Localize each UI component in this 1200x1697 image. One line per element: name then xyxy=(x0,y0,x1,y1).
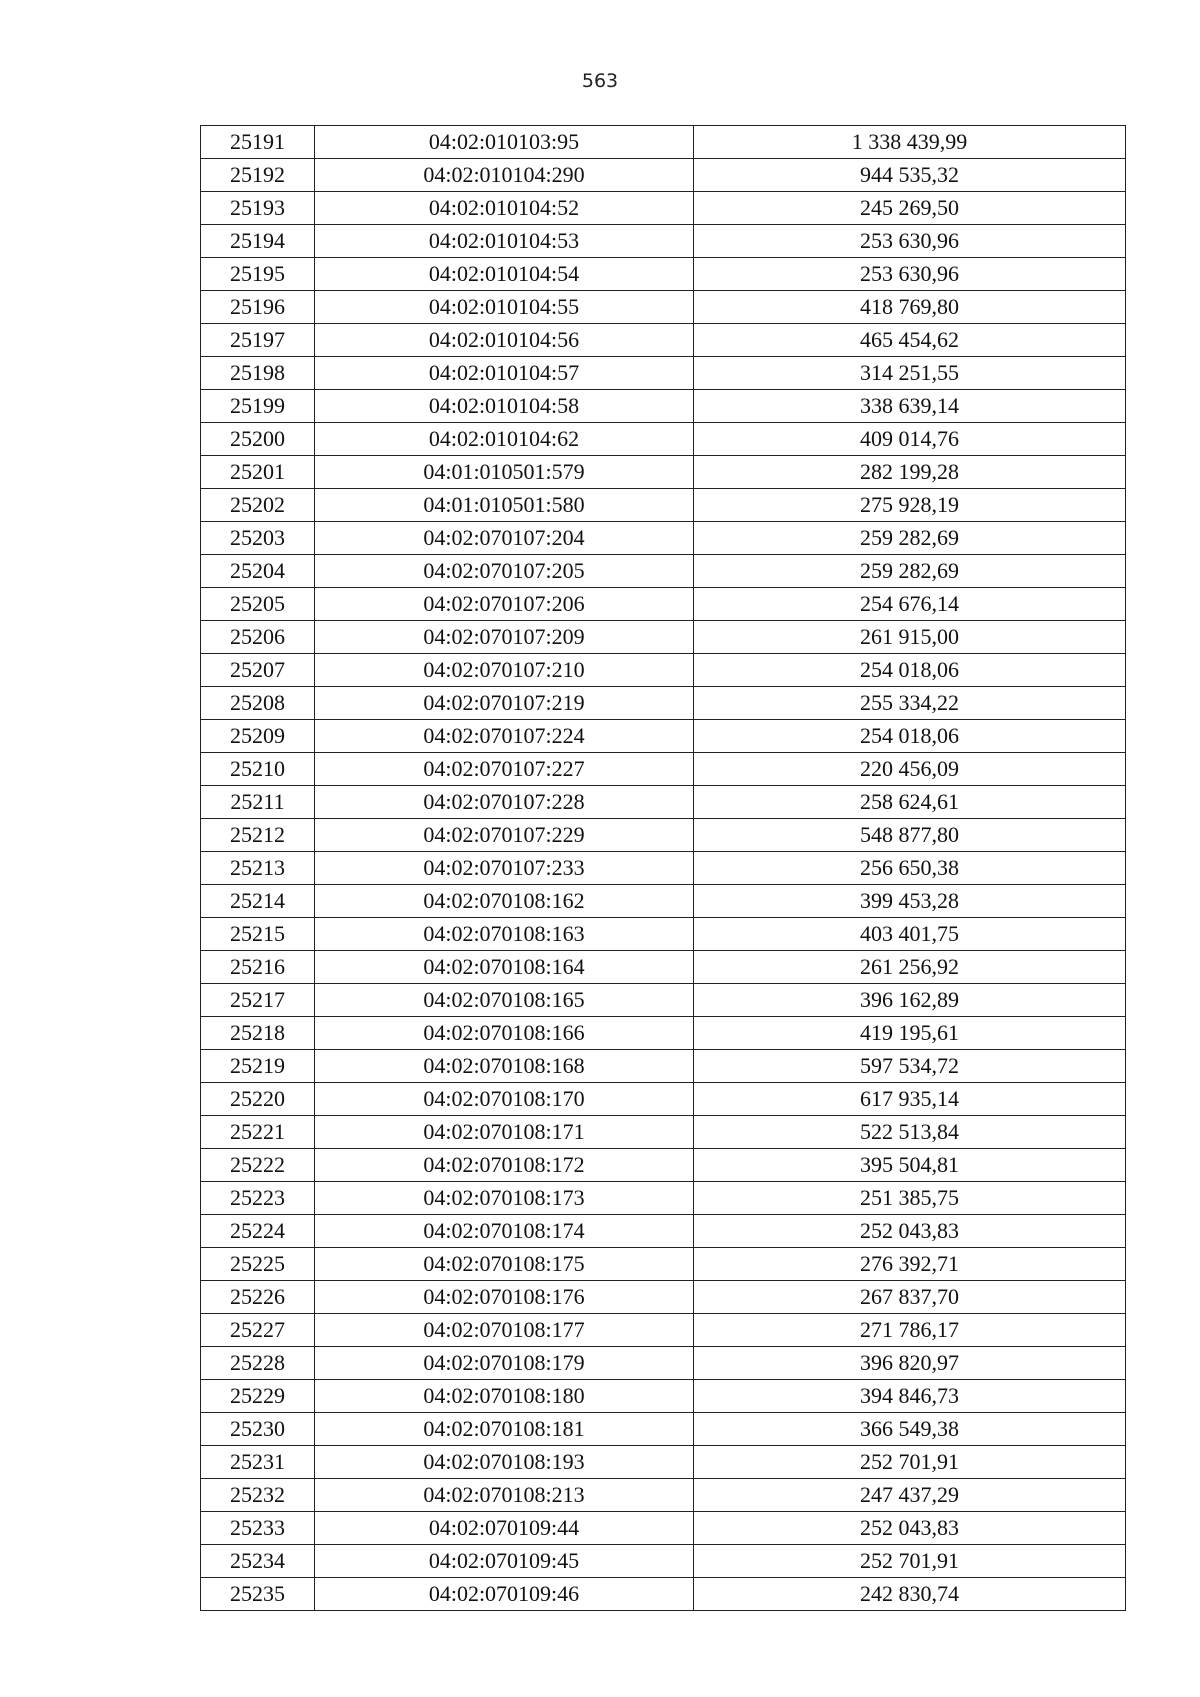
cadastral-number-cell: 04:01:010501:580 xyxy=(315,489,694,522)
cadastral-number-cell: 04:02:070107:227 xyxy=(315,753,694,786)
cadastral-number-cell: 04:01:010501:579 xyxy=(315,456,694,489)
row-number-cell: 25197 xyxy=(201,324,315,357)
cadastral-value-cell: 271 786,17 xyxy=(694,1314,1126,1347)
cadastral-number-cell: 04:02:070108:173 xyxy=(315,1182,694,1215)
cadastral-number-cell: 04:02:070107:206 xyxy=(315,588,694,621)
cadastral-value-cell: 465 454,62 xyxy=(694,324,1126,357)
table-row xyxy=(201,1182,1126,1215)
cadastral-value-cell: 366 549,38 xyxy=(694,1413,1126,1446)
row-number-cell: 25200 xyxy=(201,423,315,456)
row-number-cell: 25205 xyxy=(201,588,315,621)
table-row xyxy=(201,1050,1126,1083)
cadastral-number-cell: 04:02:070108:163 xyxy=(315,918,694,951)
cadastral-number-cell: 04:02:070107:229 xyxy=(315,819,694,852)
table-row xyxy=(201,1149,1126,1182)
table-row xyxy=(201,588,1126,621)
table-row xyxy=(201,1083,1126,1116)
cadastral-value-cell: 253 630,96 xyxy=(694,258,1126,291)
cadastral-number-cell: 04:02:010103:95 xyxy=(315,126,694,159)
row-number-cell: 25233 xyxy=(201,1512,315,1545)
row-number-cell: 25191 xyxy=(201,126,315,159)
cadastral-value-cell: 396 820,97 xyxy=(694,1347,1126,1380)
page-number: 563 xyxy=(581,70,619,92)
cadastral-value-cell: 396 162,89 xyxy=(694,984,1126,1017)
cadastral-value-cell: 252 043,83 xyxy=(694,1512,1126,1545)
cadastral-number-cell: 04:02:010104:58 xyxy=(315,390,694,423)
cadastral-number-cell: 04:02:070107:204 xyxy=(315,522,694,555)
cadastral-value-cell: 254 018,06 xyxy=(694,654,1126,687)
cadastral-number-cell: 04:02:070108:170 xyxy=(315,1083,694,1116)
row-number-cell: 25211 xyxy=(201,786,315,819)
cadastral-value-cell: 251 385,75 xyxy=(694,1182,1126,1215)
row-number-cell: 25228 xyxy=(201,1347,315,1380)
table-row xyxy=(201,1116,1126,1149)
cadastral-value-cell: 242 830,74 xyxy=(694,1578,1126,1611)
cadastral-value-cell: 418 769,80 xyxy=(694,291,1126,324)
table-row xyxy=(201,423,1126,456)
table-row xyxy=(201,621,1126,654)
row-number-cell: 25216 xyxy=(201,951,315,984)
table-row xyxy=(201,984,1126,1017)
cadastral-number-cell: 04:02:010104:55 xyxy=(315,291,694,324)
cadastral-number-cell: 04:02:070107:210 xyxy=(315,654,694,687)
cadastral-value-cell: 276 392,71 xyxy=(694,1248,1126,1281)
row-number-cell: 25210 xyxy=(201,753,315,786)
table-row xyxy=(201,1380,1126,1413)
row-number-cell: 25235 xyxy=(201,1578,315,1611)
table-row xyxy=(201,1215,1126,1248)
row-number-cell: 25232 xyxy=(201,1479,315,1512)
cadastral-value-cell: 254 018,06 xyxy=(694,720,1126,753)
table-row xyxy=(201,1017,1126,1050)
row-number-cell: 25229 xyxy=(201,1380,315,1413)
cadastral-number-cell: 04:02:070107:224 xyxy=(315,720,694,753)
table-body xyxy=(201,126,1126,1611)
table-row xyxy=(201,918,1126,951)
cadastral-number-cell: 04:02:010104:62 xyxy=(315,423,694,456)
cadastral-value-cell: 259 282,69 xyxy=(694,522,1126,555)
table-row xyxy=(201,159,1126,192)
cadastral-value-cell: 255 334,22 xyxy=(694,687,1126,720)
cadastral-value-cell: 261 915,00 xyxy=(694,621,1126,654)
table-row xyxy=(201,1281,1126,1314)
row-number-cell: 25221 xyxy=(201,1116,315,1149)
cadastral-value-table xyxy=(200,125,1126,1611)
row-number-cell: 25192 xyxy=(201,159,315,192)
cadastral-number-cell: 04:02:070108:179 xyxy=(315,1347,694,1380)
cadastral-number-cell: 04:02:010104:57 xyxy=(315,357,694,390)
row-number-cell: 25212 xyxy=(201,819,315,852)
cadastral-value-cell: 256 650,38 xyxy=(694,852,1126,885)
cadastral-number-cell: 04:02:070108:213 xyxy=(315,1479,694,1512)
table-row xyxy=(201,1248,1126,1281)
cadastral-number-cell: 04:02:070108:181 xyxy=(315,1413,694,1446)
cadastral-number-cell: 04:02:010104:53 xyxy=(315,225,694,258)
table-row xyxy=(201,1314,1126,1347)
row-number-cell: 25206 xyxy=(201,621,315,654)
cadastral-number-cell: 04:02:070108:175 xyxy=(315,1248,694,1281)
row-number-cell: 25194 xyxy=(201,225,315,258)
table-row xyxy=(201,126,1126,159)
cadastral-value-cell: 267 837,70 xyxy=(694,1281,1126,1314)
cadastral-value-cell: 403 401,75 xyxy=(694,918,1126,951)
row-number-cell: 25227 xyxy=(201,1314,315,1347)
table-row xyxy=(201,192,1126,225)
row-number-cell: 25204 xyxy=(201,555,315,588)
cadastral-value-cell: 597 534,72 xyxy=(694,1050,1126,1083)
cadastral-number-cell: 04:02:070107:233 xyxy=(315,852,694,885)
cadastral-number-cell: 04:02:010104:56 xyxy=(315,324,694,357)
cadastral-number-cell: 04:02:070108:166 xyxy=(315,1017,694,1050)
cadastral-number-cell: 04:02:070108:174 xyxy=(315,1215,694,1248)
row-number-cell: 25225 xyxy=(201,1248,315,1281)
row-number-cell: 25208 xyxy=(201,687,315,720)
cadastral-value-cell: 617 935,14 xyxy=(694,1083,1126,1116)
row-number-cell: 25199 xyxy=(201,390,315,423)
row-number-cell: 25203 xyxy=(201,522,315,555)
table-row xyxy=(201,786,1126,819)
cadastral-number-cell: 04:02:070108:176 xyxy=(315,1281,694,1314)
row-number-cell: 25220 xyxy=(201,1083,315,1116)
row-number-cell: 25193 xyxy=(201,192,315,225)
cadastral-value-cell: 220 456,09 xyxy=(694,753,1126,786)
table-row xyxy=(201,885,1126,918)
cadastral-number-cell: 04:02:070107:228 xyxy=(315,786,694,819)
row-number-cell: 25201 xyxy=(201,456,315,489)
cadastral-value-cell: 245 269,50 xyxy=(694,192,1126,225)
table-row xyxy=(201,324,1126,357)
table-row xyxy=(201,1347,1126,1380)
cadastral-number-cell: 04:02:070108:162 xyxy=(315,885,694,918)
row-number-cell: 25223 xyxy=(201,1182,315,1215)
row-number-cell: 25230 xyxy=(201,1413,315,1446)
cadastral-number-cell: 04:02:070109:46 xyxy=(315,1578,694,1611)
row-number-cell: 25202 xyxy=(201,489,315,522)
row-number-cell: 25226 xyxy=(201,1281,315,1314)
row-number-cell: 25234 xyxy=(201,1545,315,1578)
row-number-cell: 25209 xyxy=(201,720,315,753)
row-number-cell: 25231 xyxy=(201,1446,315,1479)
cadastral-value-cell: 254 676,14 xyxy=(694,588,1126,621)
cadastral-value-cell: 394 846,73 xyxy=(694,1380,1126,1413)
row-number-cell: 25195 xyxy=(201,258,315,291)
table-row xyxy=(201,225,1126,258)
table-row xyxy=(201,489,1126,522)
table-row xyxy=(201,555,1126,588)
cadastral-value-cell: 258 624,61 xyxy=(694,786,1126,819)
table-row xyxy=(201,1512,1126,1545)
cadastral-number-cell: 04:02:070108:180 xyxy=(315,1380,694,1413)
table-row xyxy=(201,687,1126,720)
cadastral-value-cell: 252 701,91 xyxy=(694,1545,1126,1578)
table-row xyxy=(201,951,1126,984)
row-number-cell: 25196 xyxy=(201,291,315,324)
cadastral-number-cell: 04:02:070109:44 xyxy=(315,1512,694,1545)
cadastral-value-cell: 282 199,28 xyxy=(694,456,1126,489)
cadastral-number-cell: 04:02:070108:171 xyxy=(315,1116,694,1149)
cadastral-value-cell: 314 251,55 xyxy=(694,357,1126,390)
cadastral-number-cell: 04:02:070108:164 xyxy=(315,951,694,984)
cadastral-number-cell: 04:02:070108:168 xyxy=(315,1050,694,1083)
cadastral-value-cell: 548 877,80 xyxy=(694,819,1126,852)
cadastral-number-cell: 04:02:010104:52 xyxy=(315,192,694,225)
cadastral-number-cell: 04:02:070108:177 xyxy=(315,1314,694,1347)
cadastral-value-cell: 259 282,69 xyxy=(694,555,1126,588)
table-row xyxy=(201,1413,1126,1446)
table-row xyxy=(201,522,1126,555)
cadastral-number-cell: 04:02:070108:172 xyxy=(315,1149,694,1182)
row-number-cell: 25218 xyxy=(201,1017,315,1050)
cadastral-number-cell: 04:02:010104:290 xyxy=(315,159,694,192)
table-row xyxy=(201,1545,1126,1578)
table-row xyxy=(201,720,1126,753)
cadastral-number-cell: 04:02:070107:205 xyxy=(315,555,694,588)
cadastral-value-cell: 944 535,32 xyxy=(694,159,1126,192)
cadastral-number-cell: 04:02:070108:165 xyxy=(315,984,694,1017)
cadastral-number-cell: 04:02:070107:219 xyxy=(315,687,694,720)
row-number-cell: 25224 xyxy=(201,1215,315,1248)
table-row xyxy=(201,390,1126,423)
cadastral-value-cell: 409 014,76 xyxy=(694,423,1126,456)
cadastral-value-cell: 399 453,28 xyxy=(694,885,1126,918)
row-number-cell: 25222 xyxy=(201,1149,315,1182)
table-row xyxy=(201,456,1126,489)
row-number-cell: 25207 xyxy=(201,654,315,687)
cadastral-value-cell: 253 630,96 xyxy=(694,225,1126,258)
table-row xyxy=(201,1479,1126,1512)
cadastral-value-cell: 338 639,14 xyxy=(694,390,1126,423)
row-number-cell: 25215 xyxy=(201,918,315,951)
row-number-cell: 25217 xyxy=(201,984,315,1017)
cadastral-value-cell: 419 195,61 xyxy=(694,1017,1126,1050)
cadastral-value-cell: 252 043,83 xyxy=(694,1215,1126,1248)
cadastral-value-cell: 275 928,19 xyxy=(694,489,1126,522)
table-row xyxy=(201,1446,1126,1479)
row-number-cell: 25198 xyxy=(201,357,315,390)
row-number-cell: 25214 xyxy=(201,885,315,918)
cadastral-number-cell: 04:02:070109:45 xyxy=(315,1545,694,1578)
table-row xyxy=(201,819,1126,852)
cadastral-number-cell: 04:02:070107:209 xyxy=(315,621,694,654)
row-number-cell: 25219 xyxy=(201,1050,315,1083)
cadastral-value-cell: 261 256,92 xyxy=(694,951,1126,984)
table-row xyxy=(201,654,1126,687)
table-row xyxy=(201,291,1126,324)
cadastral-number-cell: 04:02:010104:54 xyxy=(315,258,694,291)
table-row xyxy=(201,852,1126,885)
cadastral-value-cell: 247 437,29 xyxy=(694,1479,1126,1512)
row-number-cell: 25213 xyxy=(201,852,315,885)
cadastral-value-cell: 522 513,84 xyxy=(694,1116,1126,1149)
table-row xyxy=(201,357,1126,390)
table-row xyxy=(201,258,1126,291)
table-row xyxy=(201,753,1126,786)
cadastral-value-cell: 252 701,91 xyxy=(694,1446,1126,1479)
table-row xyxy=(201,1578,1126,1611)
cadastral-value-cell: 1 338 439,99 xyxy=(694,126,1126,159)
cadastral-value-cell: 395 504,81 xyxy=(694,1149,1126,1182)
cadastral-number-cell: 04:02:070108:193 xyxy=(315,1446,694,1479)
